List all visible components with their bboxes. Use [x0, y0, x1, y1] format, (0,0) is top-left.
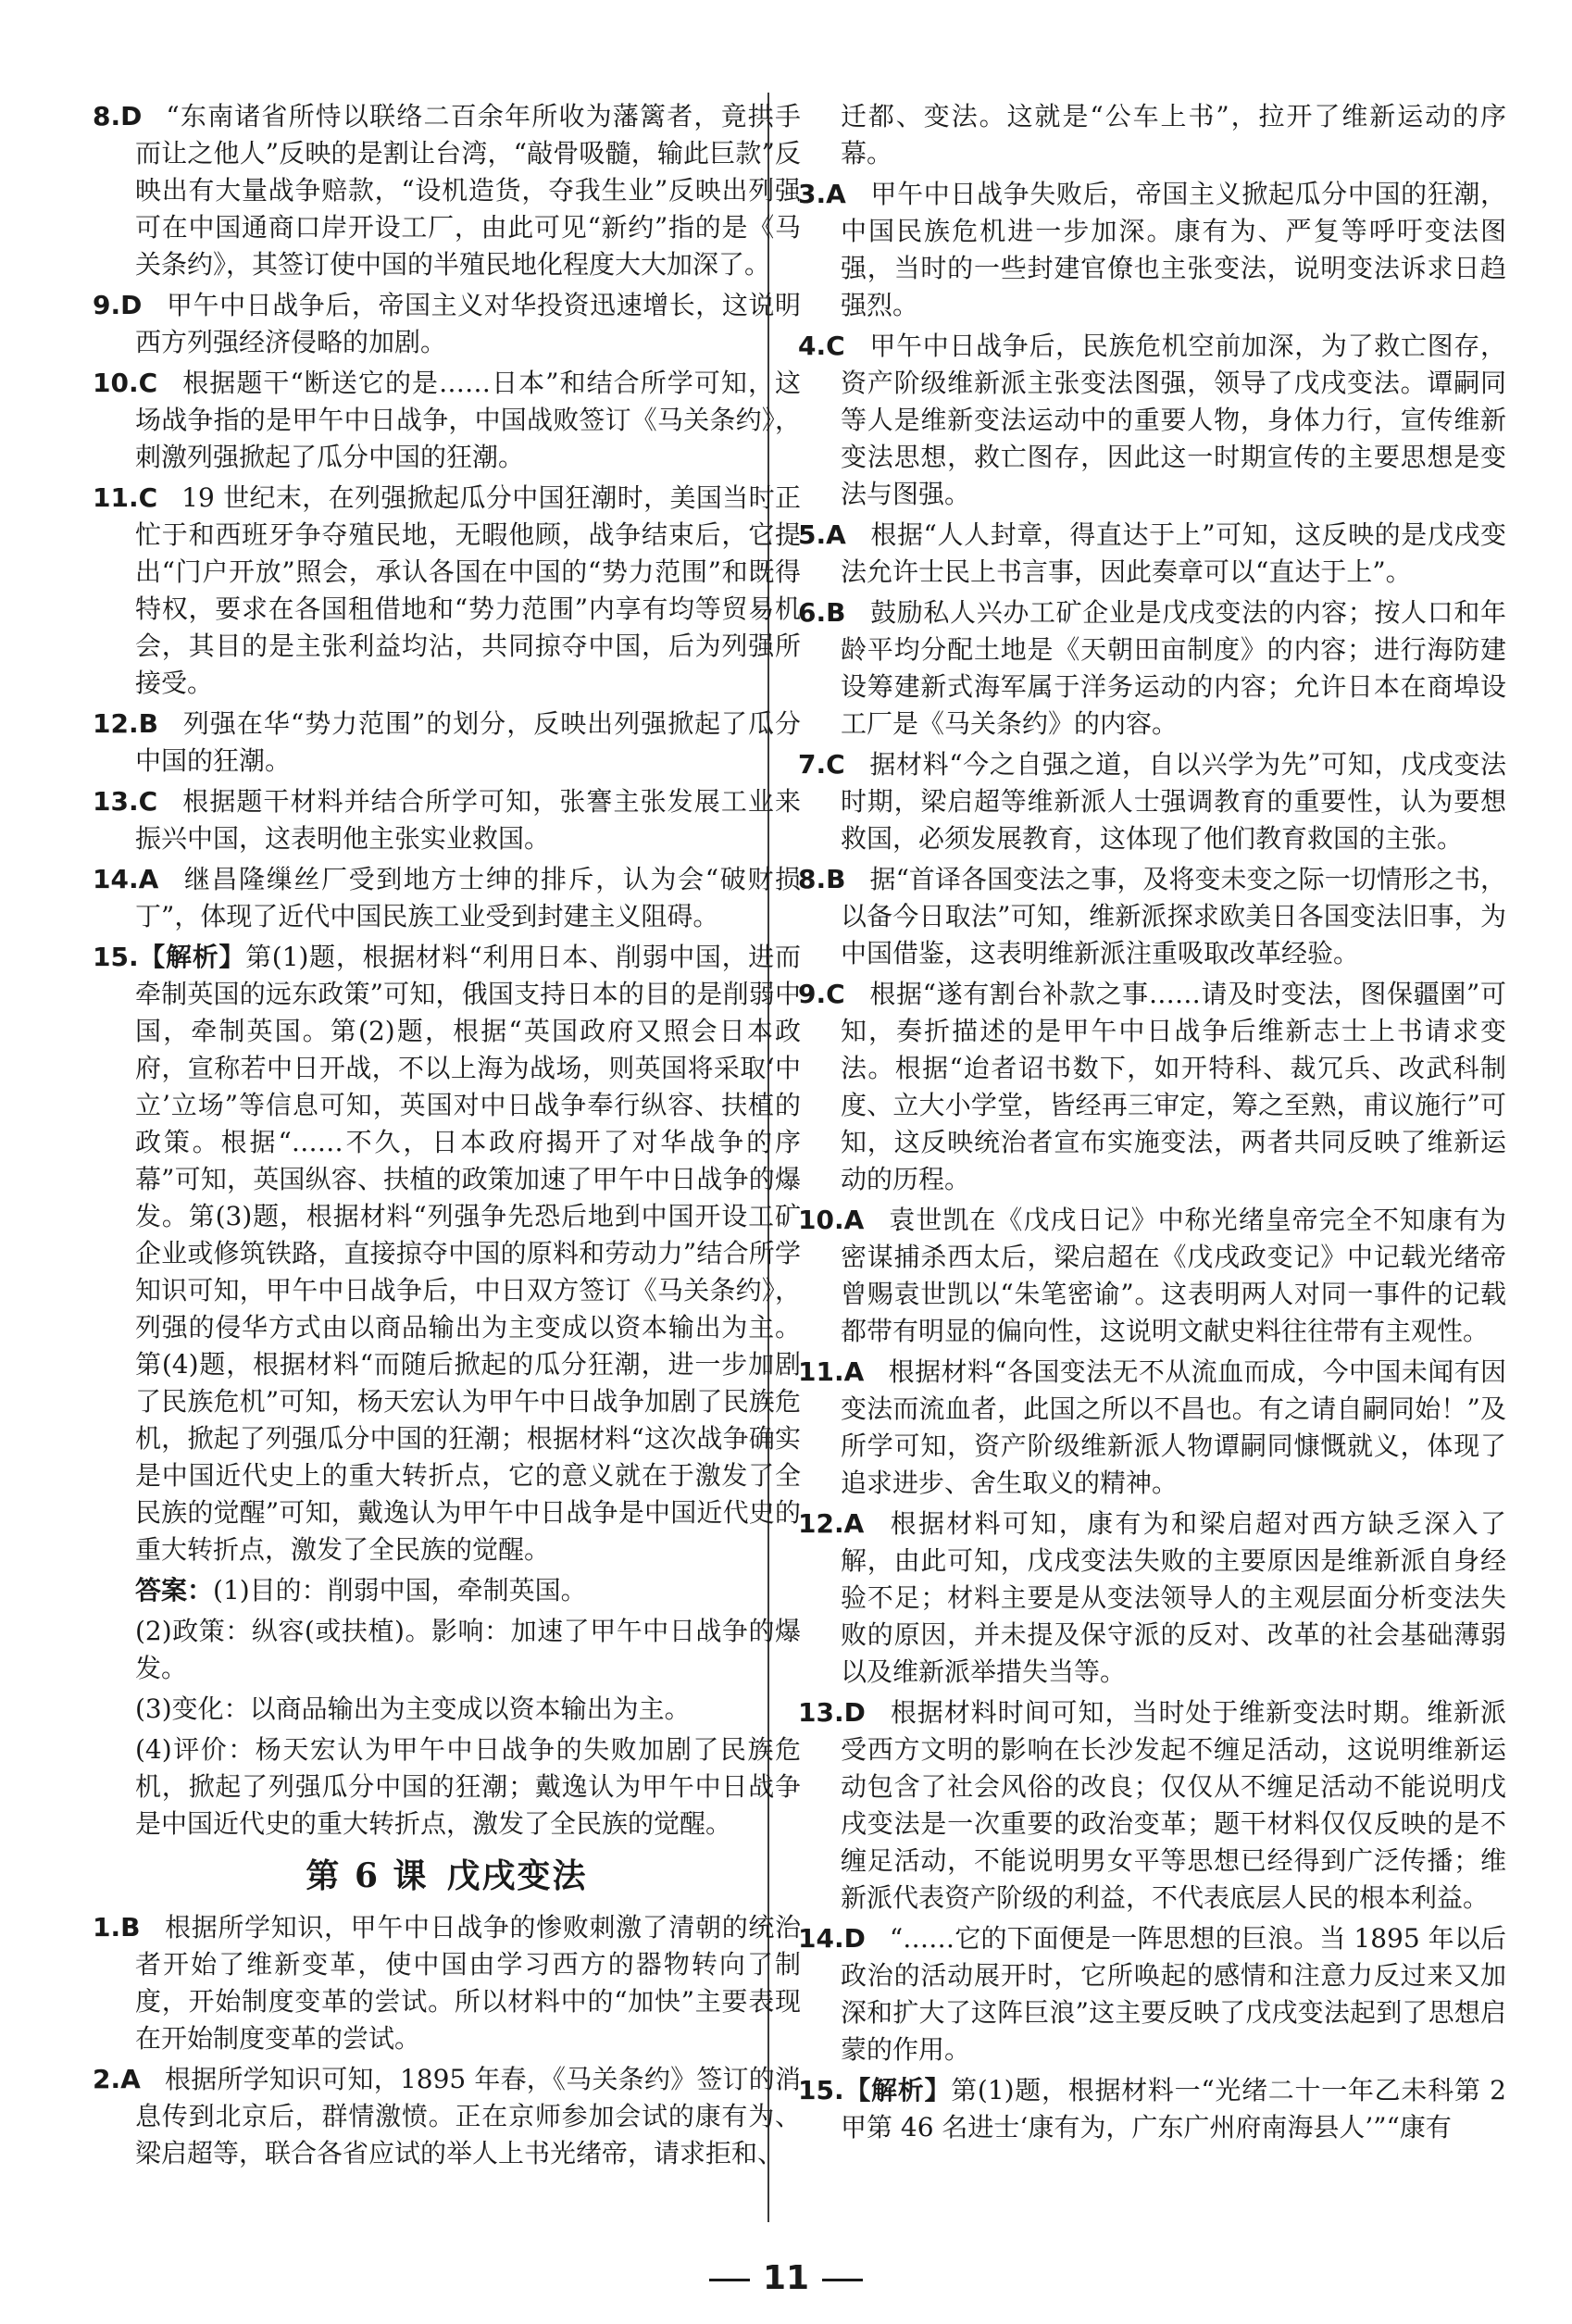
answer-line-1: 答案：(1)目的：削弱中国，牵制英国。: [135, 1575, 587, 1606]
lesson6-question-11: 11.A 根据材料“各国变法无不从流血而成，今中国未闻有因变法而流血者，此国之所以不昌也。有之请自嗣同始！”及所学可知，资产阶级维新派人物谭嗣同慷慨就义，体现了追求进步、舍生取义的精神。: [798, 1356, 1506, 1498]
question-9: 9.D 甲午中日战争后，帝国主义对华投资迅速增长，这说明西方列强经济侵略的加剧。: [93, 290, 801, 357]
question-11: 11.C 19 世纪末，在列强掀起瓜分中国狂潮时，美国当时正忙于和西班牙争夺殖民地，无暇他顾，战争结束后，它提出“门户开放”照会，承认各国在中国的“势力范围”和既得特权，要求在各国租借地和“势力范围”内享有均等贸易机会，其目的是主张利益均沾，共同掠夺中国，后为列强所接受。: [93, 482, 801, 698]
question-12: 12.B 列强在华“势力范围”的划分，反映出列强掀起了瓜分中国的狂潮。: [93, 708, 801, 776]
lesson6-question-4: 4.C 甲午中日战争后，民族危机空前加深，为了救亡图存，资产阶级维新派主张变法图强，领导了戊戌变法。谭嗣同等人是维新变法运动中的重要人物，身体力行，宣传维新变法思想，救亡图存，因此这一时期宣传的主要思想是变法与图强。: [798, 331, 1506, 509]
lesson6-question-8: 8.B 据“首译各国变法之事，及将变未变之际一切情形之书，以备今日取法”可知，维新派探求欧美日各国变法旧事，为中国借鉴，这表明维新派注重吸取改革经验。: [798, 864, 1506, 968]
lesson6-question-10: 10.A 袁世凯在《戊戌日记》中称光绪皇帝完全不知康有为密谋捕杀西太后，梁启超在《戊戌政变记》中记载光绪帝曾赐袁世凯以“朱笔密谕”。这表明两人对同一事件的记载都带有明显的偏向性，这说明文献史料往往带有主观性。: [798, 1205, 1506, 1346]
lesson6-question-2: 2.A 根据所学知识可知，1895 年春，《马关条约》签订的消息传到北京后，群情激愤。正在京师参加会试的康有为、梁启超等，联合各省应试的举人上书光绪帝，请求拒和、: [93, 2064, 801, 2168]
answer-line-2: (2)政策：纵容(或扶植)。影响：加速了甲午中日战争的爆发。: [135, 1616, 801, 1683]
right-column: [798, 98, 1506, 2150]
lesson6-question-14: 14.D “……它的下面便是一阵思想的巨浪。当 1895 年以后政治的活动展开时，它所唤起的感情和注意力反过来又加深和扩大了这阵巨浪”这主要反映了戊戌变法起到了思想启蒙的作用。: [798, 1923, 1506, 2065]
lesson6-question-7: 7.C 据材料“今之自强之道，自以兴学为先”可知，戊戌变法时期，梁启超等维新派人士强调教育的重要性，认为要想救国，必须发展教育，这体现了他们教育救国的主张。: [798, 749, 1506, 854]
lesson6-question-5: 5.A 根据“人人封章，得直达于上”可知，这反映的是戊戌变法允许士民上书言事，因此奏章可以“直达于上”。: [798, 519, 1506, 587]
lesson6-question-6: 6.B 鼓励私人兴办工矿企业是戊戌变法的内容；按人口和年龄平均分配土地是《天朝田亩制度》的内容；进行海防建设筹建新式海军属于洋务运动的内容；允许日本在商埠设工厂是《马关条约》的内容。: [798, 597, 1506, 739]
lesson6-question-3: 3.A 甲午中日战争失败后，帝国主义掀起瓜分中国的狂潮，中国民族危机进一步加深。康有为、严复等呼吁变法图强，当时的一些封建官僚也主张变法，说明变法诉求日趋强烈。: [798, 179, 1506, 320]
question-13: 13.C 根据题干材料并结合所学可知，张謇主张发展工业来振兴中国，这表明他主张实业救国。: [93, 786, 801, 854]
question-14: 14.A 继昌隆缫丝厂受到地方士绅的排斥，认为会“破财损丁”，体现了近代中国民族工业受到封建主义阻碍。: [93, 864, 801, 931]
section-heading: 第 6 课 戊戌变法: [306, 1856, 588, 1895]
lesson6-question-1: 1.B 根据所学知识，甲午中日战争的惨败刺激了清朝的统治者开始了维新变革，使中国由学习西方的器物转向了制度，开始制度变革的尝试。所以材料中的“加快”主要表现在开始制度变革的尝试。: [93, 1912, 801, 2054]
page-number-dash-right: [822, 2279, 863, 2281]
lesson6-question-15-analysis: 15.【解析】第(1)题，根据材料一“光绪二十一年乙未科第 2 甲第 46 名进士‘康有为，广东广州府南海县人’”“康有: [798, 2075, 1506, 2143]
lesson6-question-2-continued: 迁都、变法。这就是“公车上书”，拉开了维新运动的序幕。: [841, 101, 1506, 169]
answer-line-3: (3)变化：以商品输出为主变成以资本输出为主。: [135, 1693, 691, 1724]
page-number-dash-left: [709, 2279, 750, 2281]
lesson6-question-12: 12.A 根据材料可知，康有为和梁启超对西方缺乏深入了解，由此可知，戊戌变法失败的主要原因是维新派自身经验不足；材料主要是从变法领导人的主观层面分析变法失败的原因，并未提及保守派的反对、改革的社会基础薄弱以及维新派举措失当等。: [798, 1508, 1506, 1687]
lesson6-question-9: 9.C 根据“遂有割台补款之事……请及时变法，图保疆圉”可知，奏折描述的是甲午中日战争后维新志士上书请求变法。根据“迨者诏书数下，如开特科、裁冗兵、改武科制度、立大小学堂，皆经再三审定，筹之至熟，甫议施行”可知，这反映统治者宣布实施变法，两者共同反映了维新运动的历程。: [798, 979, 1506, 1194]
answer-line-4: (4)评价：杨天宏认为甲午中日战争的失败加剧了民族危机，掀起了列强瓜分中国的狂潮；戴逸认为甲午中日战争是中国近代史的重大转折点，激发了全民族的觉醒。: [135, 1734, 801, 1839]
question-8: 8.D “东南诸省所恃以联络二百余年所收为藩篱者，竟拱手而让之他人”反映的是割让台湾，“敲骨吸髓，输此巨款”反映出有大量战争赔款，“设机造货，夺我生业”反映出列强可在中国通商口岸开设工厂，由此可见“新约”指的是《马关条约》，其签订使中国的半殖民地化程度大大加深了。: [93, 101, 801, 280]
question-15-analysis: 15.【解析】第(1)题，根据材料“利用日本、削弱中国，进而牵制英国的远东政策”可知，俄国支持日本的目的是削弱中国，牵制英国。第(2)题，根据“英国政府又照会日本政府，宣称若中日开战，不以上海为战场，则英国将采取‘中立’立场”等信息可知，英国对中日战争奉行纵容、扶植的政策。根据“……不久，日本政府揭开了对华战争的序幕”可知，英国纵容、扶植的政策加速了甲午中日战争的爆发。第(3)题，根据材料“列强争先恐后地到中国开设工矿企业或修筑铁路，直接掠夺中国的原料和劳动力”结合所学知识可知，甲午中日战争后，中日双方签订《马关条约》，列强的侵华方式由以商品输出为主变成以资本输出为主。第(4)题，根据材料“而随后掀起的瓜分狂潮，进一步加剧了民族危机”可知，杨天宏认为甲午中日战争加剧了民族危机，掀起了列强瓜分中国的狂潮；根据材料“这次战争确实是中国近代史上的重大转折点，它的意义就在于激发了全民族的觉醒”可知，戴逸认为甲午中日战争是中国近代史的重大转折点，激发了全民族的觉醒。: [93, 942, 801, 1565]
page-number: 11: [0, 2259, 1572, 2297]
lesson6-question-13: 13.D 根据材料时间可知，当时处于维新变法时期。维新派受西方文明的影响在长沙发起不缠足活动，这说明维新运动包含了社会风俗的改良；仅仅从不缠足活动不能说明戊戌变法是一次重要的政治变革；题干材料仅仅反映的是不缠足活动，不能说明男女平等思想已经得到广泛传播；维新派代表资产阶级的利益，不代表底层人民的根本利益。: [798, 1697, 1506, 1913]
question-10: 10.C 根据题干“断送它的是……日本”和结合所学可知，这场战争指的是甲午中日战争，中国战败签订《马关条约》，刺激列强掀起了瓜分中国的狂潮。: [93, 368, 801, 472]
left-column: [93, 98, 801, 2176]
